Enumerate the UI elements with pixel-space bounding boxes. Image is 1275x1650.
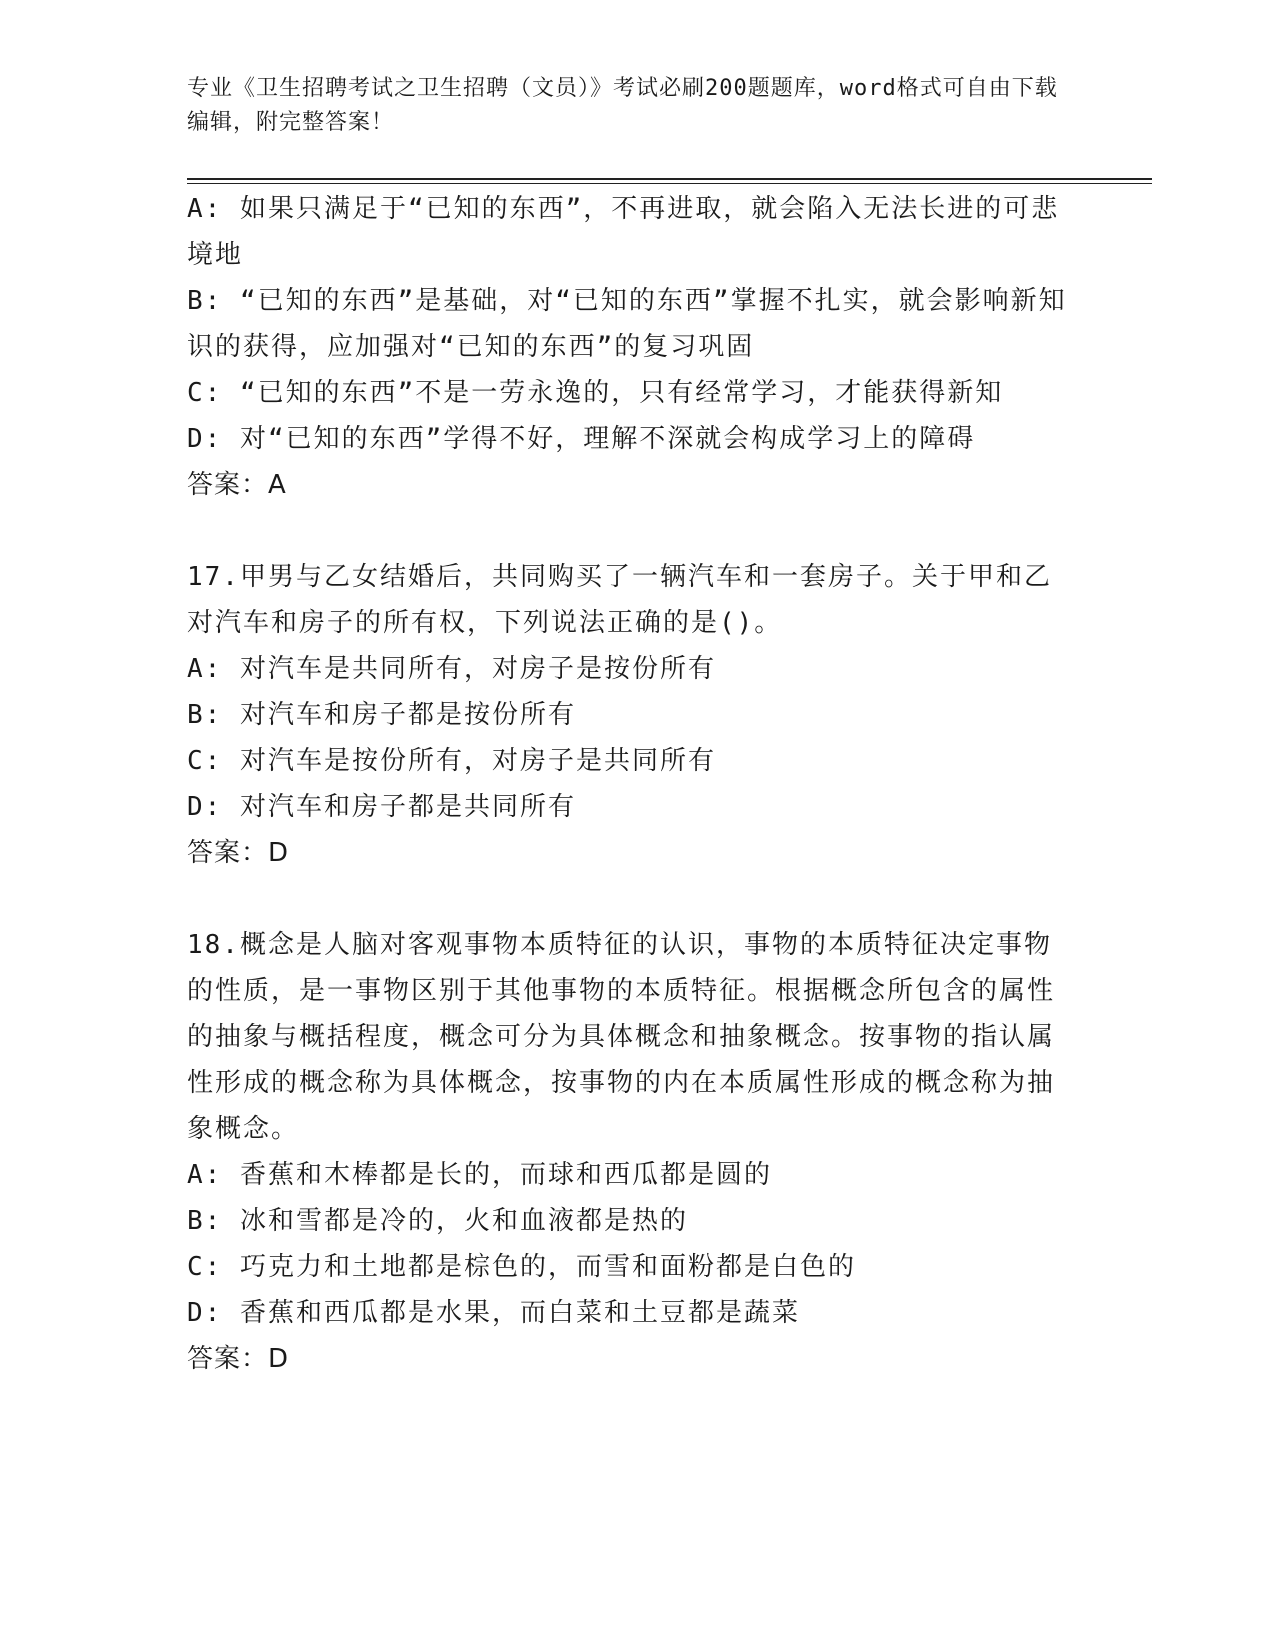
option-d: D: 香蕉和西瓜都是水果，而白菜和土豆都是蔬菜 xyxy=(187,1298,800,1328)
option-b: B: 对汽车和房子都是按份所有 xyxy=(187,700,576,730)
question-16-block xyxy=(187,186,1077,508)
spacer xyxy=(187,876,1077,922)
option-d: D: 对“已知的东西”学得不好，理解不深就会构成学习上的障碍 xyxy=(187,424,976,454)
header-divider-thick xyxy=(187,178,1152,180)
option-a: A: 香蕉和木棒都是长的，而球和西瓜都是圆的 xyxy=(187,1160,772,1190)
option-c: C: 对汽车是按份所有，对房子是共同所有 xyxy=(187,746,716,776)
question-stem: 17.甲男与乙女结婚后，共同购买了一辆汽车和一套房子。关于甲和乙对汽车和房子的所有权，下列说法正确的是()。 xyxy=(187,562,1052,638)
option-a: A: 如果只满足于“已知的东西”，不再进取，就会陷入无法长进的可悲境地 xyxy=(187,194,1060,270)
question-stem: 18.概念是人脑对客观事物本质特征的认识，事物的本质特征决定事物的性质，是一事物区别于其他事物的本质特征。根据概念所包含的属性的抽象与概括程度，概念可分为具体概念和抽象概念。按事物的指认属性形成的概念称为具体概念，按事物的内在本质属性形成的概念称为抽象概念。 xyxy=(187,930,1056,1144)
answer-label: 答案：D xyxy=(187,1344,290,1374)
option-c: C: 巧克力和土地都是棕色的，而雪和面粉都是白色的 xyxy=(187,1252,856,1282)
header-text: 专业《卫生招聘考试之卫生招聘（文员）》考试必刷200题题库，word格式可自由下载编辑，附完整答案！ xyxy=(187,76,1058,135)
question-content xyxy=(187,186,1077,1382)
option-b: B: “已知的东西”是基础，对“已知的东西”掌握不扎实，就会影响新知识的获得，应加强对“已知的东西”的复习巩固 xyxy=(187,286,1067,362)
question-18-block xyxy=(187,922,1077,1382)
option-b: B: 冰和雪都是冷的，火和血液都是热的 xyxy=(187,1206,688,1236)
question-17-block xyxy=(187,554,1077,876)
option-c: C: “已知的东西”不是一劳永逸的，只有经常学习，才能获得新知 xyxy=(187,378,1004,408)
option-a: A: 对汽车是共同所有，对房子是按份所有 xyxy=(187,654,716,684)
document-header xyxy=(187,72,1067,140)
answer-label: 答案：D xyxy=(187,838,290,868)
spacer xyxy=(187,508,1077,554)
answer-label: 答案：A xyxy=(187,470,287,500)
option-d: D: 对汽车和房子都是共同所有 xyxy=(187,792,576,822)
header-divider-thin xyxy=(187,183,1152,184)
